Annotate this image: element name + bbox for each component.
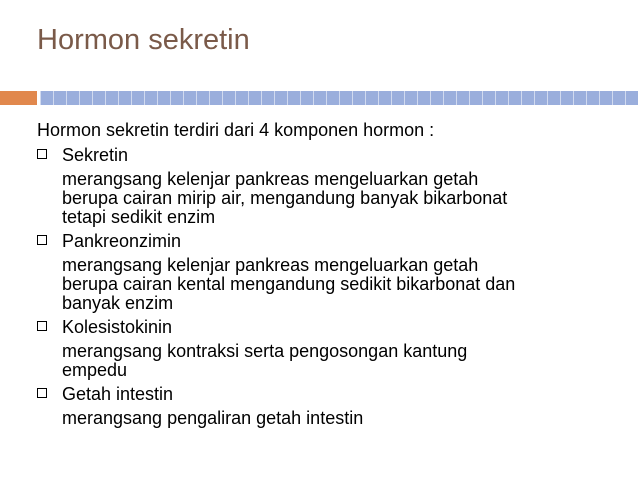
description-line: merangsang kelenjar pankreas mengeluarkan getah: [62, 169, 479, 189]
list-item-getah-intestin: [37, 384, 617, 428]
description-line: berupa cairan mirip air, mengandung banyak bikarbonat: [62, 188, 508, 208]
square-bullet-icon: [37, 321, 47, 331]
description-line: tetapi sedikit enzim: [62, 207, 216, 227]
square-bullet-icon: [37, 149, 47, 159]
item-description: [37, 170, 617, 227]
slide-content: [37, 120, 617, 428]
title-accent-bar-blue: [40, 91, 638, 105]
description-line: berupa cairan kental mengandung sedikit bikarbonat dan: [62, 274, 516, 294]
list-item-pankreonzimin: [37, 231, 617, 313]
title-accent-bar-orange: [0, 91, 37, 105]
description-line: empedu: [62, 360, 128, 380]
description-line: merangsang kelenjar pankreas mengeluarkan getah: [62, 255, 479, 275]
item-title: Kolesistokinin: [62, 317, 173, 337]
item-description: [37, 409, 617, 428]
description-line: merangsang kontraksi serta pengosongan kantung: [62, 341, 468, 361]
list-item-kolesistokinin: [37, 317, 617, 380]
slide-title: Hormon sekretin: [37, 24, 250, 56]
square-bullet-icon: [37, 235, 47, 245]
description-line: merangsang pengaliran getah intestin: [62, 408, 364, 428]
item-title: Getah intestin: [62, 384, 174, 404]
list-item-sekretin: [37, 145, 617, 227]
description-line: banyak enzim: [62, 293, 174, 313]
square-bullet-icon: [37, 388, 47, 398]
item-description: [37, 256, 617, 313]
item-title: Sekretin: [62, 145, 129, 165]
item-description: [37, 342, 617, 380]
intro-text: Hormon sekretin terdiri dari 4 komponen hormon :: [37, 120, 435, 140]
item-title: Pankreonzimin: [62, 231, 182, 251]
